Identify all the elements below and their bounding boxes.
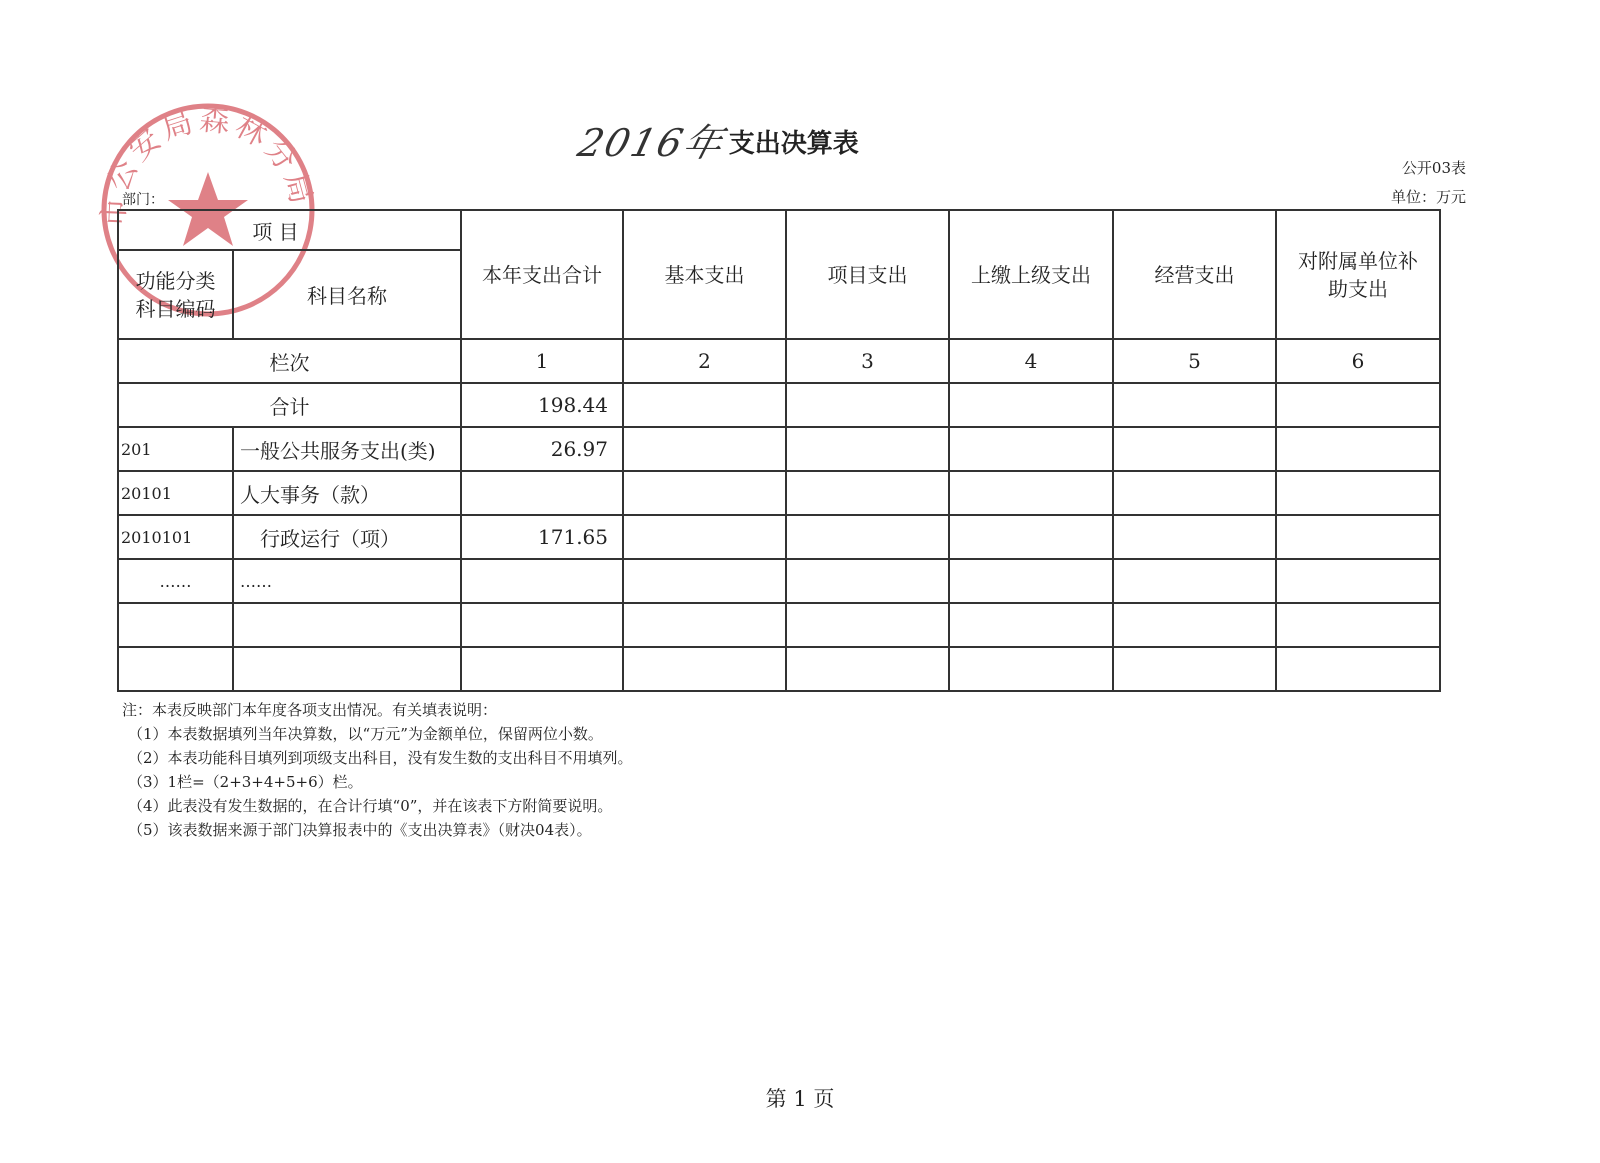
form-code: 公开03表 <box>1401 159 1466 177</box>
row-value <box>1276 559 1440 603</box>
row-value <box>461 559 623 603</box>
row-name: 人大事务（款） <box>233 471 461 515</box>
row-name <box>233 647 461 691</box>
document-title <box>573 112 1100 165</box>
row-value <box>1276 427 1440 471</box>
row-value <box>949 471 1113 515</box>
total-value <box>623 383 786 427</box>
header-col-6: 对附属单位补助支出 <box>1276 210 1440 339</box>
row-value <box>623 603 786 647</box>
note-item: （5）该表数据来源于部门决算报表中的《支出决算表》（财决04表）。 <box>128 821 592 839</box>
header-code: 功能分类科目编码 <box>118 250 233 339</box>
row-value <box>1113 603 1276 647</box>
header-name: 科目名称 <box>233 250 461 339</box>
column-index-label: 栏次 <box>118 339 461 383</box>
column-index: 5 <box>1113 339 1276 383</box>
column-index: 4 <box>949 339 1113 383</box>
table-row <box>118 471 1440 515</box>
table-row <box>118 647 1440 691</box>
column-index: 3 <box>786 339 949 383</box>
svg-text:市公安局森林分局: 市公安局森林分局 <box>96 102 320 229</box>
column-index: 2 <box>623 339 786 383</box>
row-value <box>949 647 1113 691</box>
table-row <box>118 559 1440 603</box>
note-item: （4）此表没有发生数据的，在合计行填“0”，并在该表下方附简要说明。 <box>128 797 613 815</box>
row-value <box>949 559 1113 603</box>
notes-section <box>122 698 633 842</box>
row-code <box>118 603 233 647</box>
row-value <box>1113 515 1276 559</box>
header-col-3: 项目支出 <box>786 210 949 339</box>
row-value <box>949 427 1113 471</box>
row-value <box>461 647 623 691</box>
row-value <box>1113 559 1276 603</box>
row-name: 一般公共服务支出(类) <box>233 427 461 471</box>
row-value <box>1113 647 1276 691</box>
header-col-2: 基本支出 <box>623 210 786 339</box>
row-value: 26.97 <box>461 427 623 471</box>
expenditure-table <box>117 209 1441 692</box>
row-value <box>623 427 786 471</box>
header-col-1: 本年支出合计 <box>461 210 623 339</box>
row-code: …… <box>118 559 233 603</box>
row-value <box>1113 471 1276 515</box>
total-value <box>1113 383 1276 427</box>
row-value <box>1113 427 1276 471</box>
row-value <box>786 603 949 647</box>
row-value <box>786 559 949 603</box>
row-value <box>949 603 1113 647</box>
row-code: 20101 <box>118 471 233 515</box>
column-index: 1 <box>461 339 623 383</box>
unit-label: 单位：万元 <box>1390 188 1466 206</box>
row-value <box>786 427 949 471</box>
column-index: 6 <box>1276 339 1440 383</box>
total-value <box>1276 383 1440 427</box>
row-value <box>461 471 623 515</box>
row-code <box>118 647 233 691</box>
row-value <box>623 471 786 515</box>
total-label: 合计 <box>118 383 461 427</box>
notes-intro: 注：本表反映部门本年度各项支出情况。有关填表说明： <box>122 701 498 719</box>
note-item: （3）1栏=（2+3+4+5+6）栏。 <box>128 773 363 791</box>
header-col-5: 经营支出 <box>1113 210 1276 339</box>
total-value <box>786 383 949 427</box>
row-code: 201 <box>118 427 233 471</box>
title-year: 2016年 <box>573 121 730 165</box>
row-name: 行政运行（项） <box>233 515 461 559</box>
note-item: （1）本表数据填列当年决算数，以“万元”为金额单位，保留两位小数。 <box>128 725 603 743</box>
row-value <box>786 647 949 691</box>
table-row <box>118 603 1440 647</box>
row-name: …… <box>233 559 461 603</box>
row-value <box>623 559 786 603</box>
row-value <box>1276 647 1440 691</box>
row-value <box>786 471 949 515</box>
table-row <box>118 515 1440 559</box>
department-label: 部门： <box>122 192 164 208</box>
row-value <box>786 515 949 559</box>
total-row <box>118 383 1440 427</box>
note-item: （2）本表功能科目填列到项级支出科目，没有发生数的支出科目不用填列。 <box>128 749 633 767</box>
row-value <box>949 515 1113 559</box>
row-value <box>1276 471 1440 515</box>
header-item: 项 目 <box>118 210 461 250</box>
row-value <box>623 515 786 559</box>
row-name <box>233 603 461 647</box>
title-text: 支出决算表 <box>728 129 859 159</box>
total-value: 198.44 <box>461 383 623 427</box>
row-value <box>461 603 623 647</box>
row-value <box>1276 515 1440 559</box>
row-value: 171.65 <box>461 515 623 559</box>
row-code: 2010101 <box>118 515 233 559</box>
page-number: 第 1 页 <box>765 1087 835 1111</box>
row-value <box>623 647 786 691</box>
total-value <box>949 383 1113 427</box>
header-col-4: 上缴上级支出 <box>949 210 1113 339</box>
table-row <box>118 427 1440 471</box>
row-value <box>1276 603 1440 647</box>
